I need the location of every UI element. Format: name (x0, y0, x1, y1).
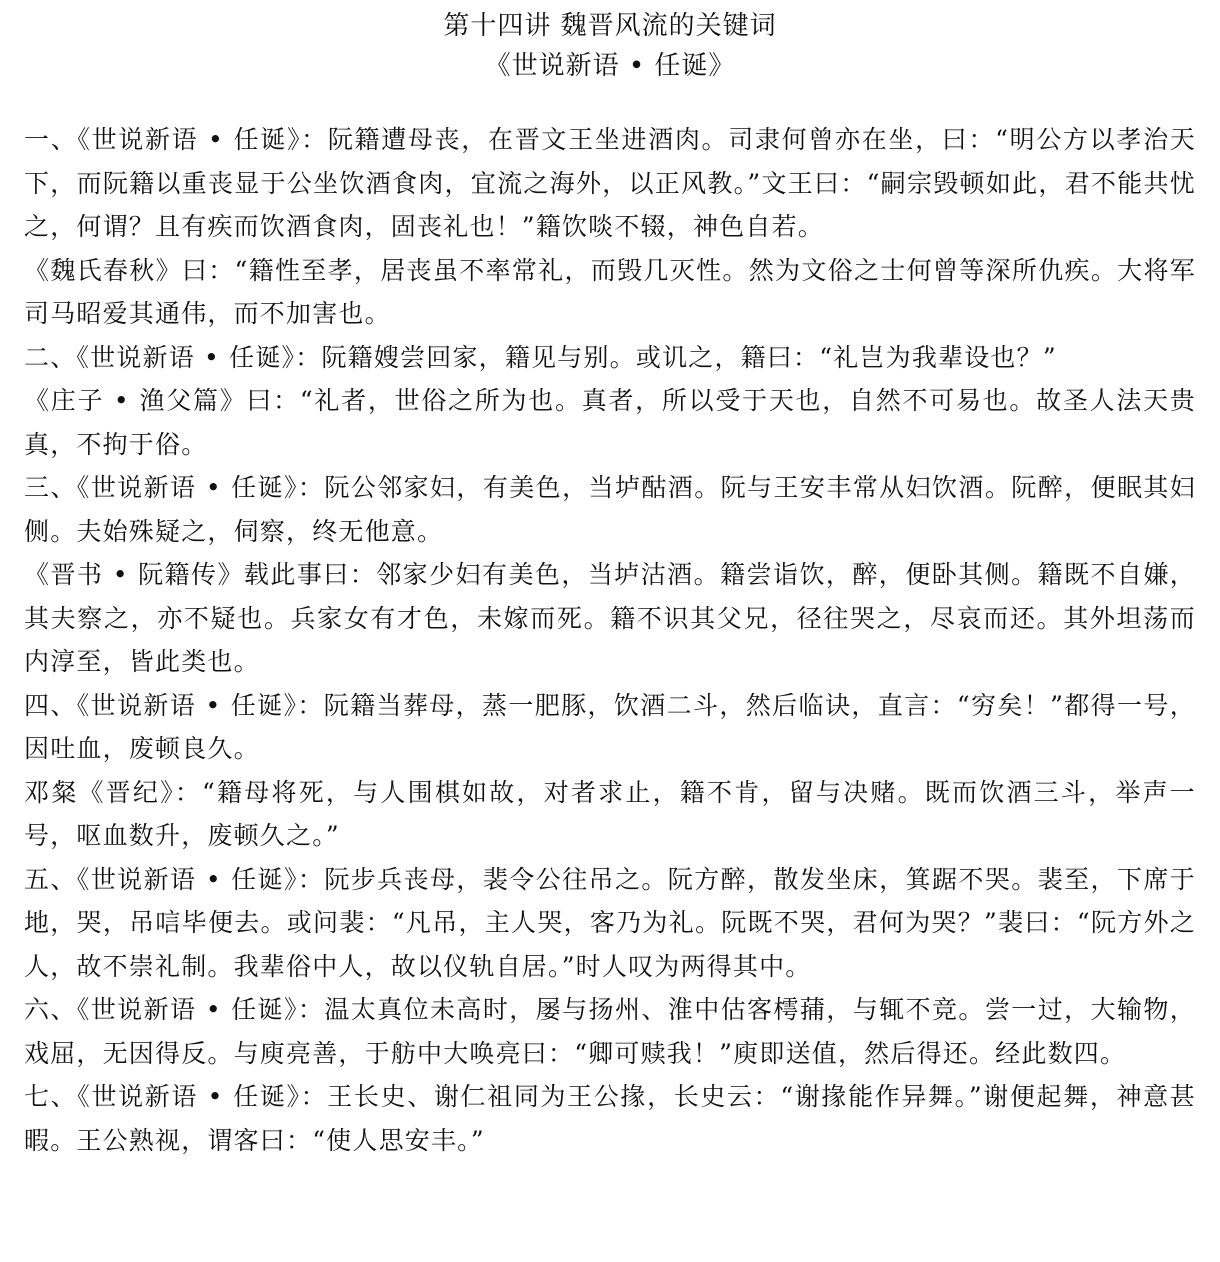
paragraph-1: 一、《世说新语 • 任诞》：阮籍遭母丧，在晋文王坐进酒肉。司隶何曾亦在坐，曰：“明公方以孝治天下，而阮籍以重丧显于公坐饮酒食肉，宜流之海外，以正风教。”文王曰：“嗣宗毁顿如此，君不能共忧之，何谓？且有疾而饮酒食肉，固丧礼也！”籍饮啖不辍，神色自若。 (24, 125, 1196, 241)
page-subtitle: 《世说新语 • 任诞》 (484, 51, 736, 81)
paragraph-3: 二、《世说新语 • 任诞》：阮籍嫂尝回家，籍见与别。或讥之，籍曰：“礼岂为我辈设也？” (24, 342, 1057, 372)
page-title: 第十四讲 魏晋风流的关键词 (443, 11, 777, 41)
paragraph-11: 七、《世说新语 • 任诞》：王长史、谢仁祖同为王公掾，长史云：“谢掾能作异舞。”谢便起舞，神意甚暇。王公熟视，谓客曰：“使人思安丰。” (24, 1082, 1196, 1155)
paragraph-4: 《庄子 • 渔父篇》曰：“礼者，世俗之所为也。真者，所以受于天也，自然不可易也。故圣人法天贵真，不拘于俗。 (24, 386, 1196, 459)
paragraph-8: 邓粲《晋纪》：“籍母将死，与人围棋如故，对者求止，籍不肯，留与决赌。既而饮酒三斗，举声一号，呕血数升，废顿久之。” (24, 777, 1196, 850)
paragraph-7: 四、《世说新语 • 任诞》：阮籍当葬母，蒸一肥豚，饮酒二斗，然后临诀，直言：“穷矣！”都得一号，因吐血，废顿良久。 (24, 690, 1196, 763)
paragraph-2: 《魏氏春秋》曰：“籍性至孝，居丧虽不率常礼，而毁几灭性。然为文俗之士何曾等深所仇疾。大将军司马昭爱其通伟，而不加害也。 (24, 255, 1196, 328)
paragraph-6: 《晋书 • 阮籍传》载此事曰：邻家少妇有美色，当垆沽酒。籍尝诣饮，醉，便卧其侧。籍既不自嫌，其夫察之，亦不疑也。兵家女有才色，未嫁而死。籍不识其父兄，径往哭之，尽哀而还。其外坦荡而内淳至，皆此类也。 (24, 560, 1196, 676)
paragraph-5: 三、《世说新语 • 任诞》：阮公邻家妇，有美色，当垆酤酒。阮与王安丰常从妇饮酒。阮醉，便眠其妇侧。夫始殊疑之，伺察，终无他意。 (24, 473, 1196, 546)
paragraph-10: 六、《世说新语 • 任诞》：温太真位未高时，屡与扬州、淮中估客樗蒱，与辄不竞。尝一过，大输物，戏屈，无因得反。与庾亮善，于舫中大唤亮曰：“卿可赎我！”庾即送值，然后得还。经此数四。 (24, 995, 1196, 1068)
paragraph-9: 五、《世说新语 • 任诞》：阮步兵丧母，裴令公往吊之。阮方醉，散发坐床，箕踞不哭。裴至，下席于地，哭，吊唁毕便去。或问裴：“凡吊，主人哭，客乃为礼。阮既不哭，君何为哭？”裴曰：“阮方外之人，故不崇礼制。我辈俗中人，故以仪轨自居。”时人叹为两得其中。 (24, 864, 1196, 981)
